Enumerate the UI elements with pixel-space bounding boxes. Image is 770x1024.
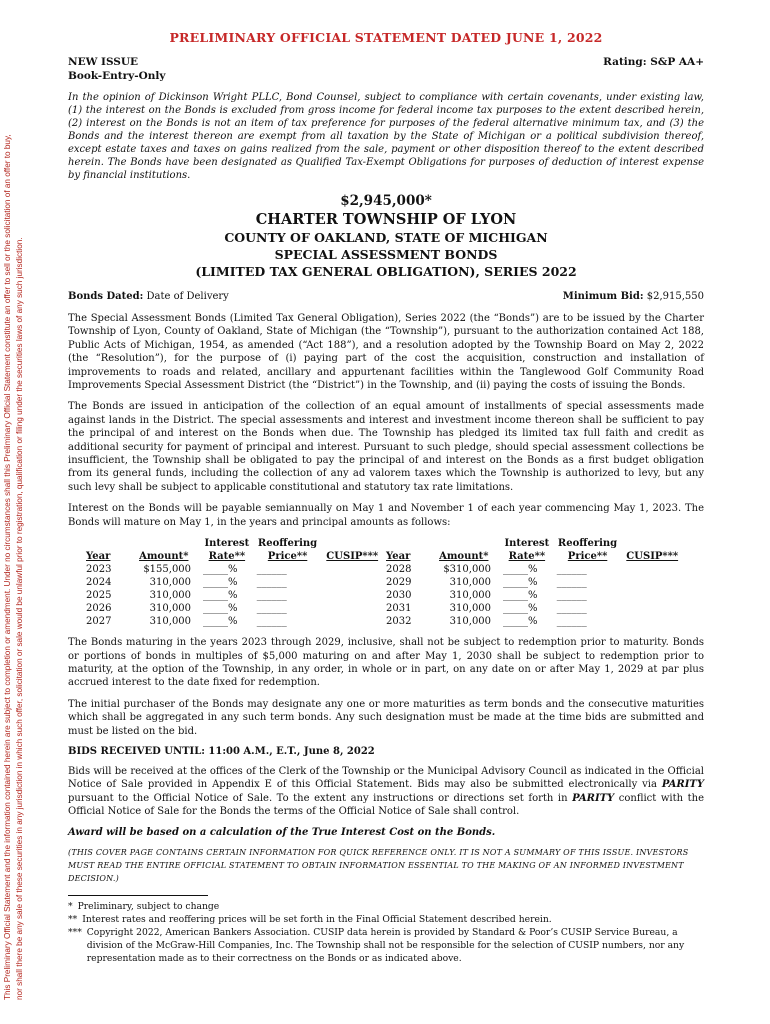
minimum-bid-label: Minimum Bid:	[562, 291, 644, 302]
paragraph-term-bonds: The initial purchaser of the Bonds may designate any one or more maturities as term bonds and the consecutive maturities which shall be aggregated in any such term bonds. Any such designation must be made at the time bids are submitted and must be listed on the bid.	[68, 698, 704, 737]
bids-text-a: Bids will be received at the offices of the Clerk of the Township or the Municipal Advisory Council as indicated in the Official Notice of Sale provided in Appendix E of this Official Statement. Bids may also be submitted electronically via	[68, 765, 704, 791]
maturity-amount: 310,000	[149, 616, 192, 628]
side-disclaimer	[2, 20, 26, 1000]
price-blank: ______	[256, 590, 287, 602]
reoffering-header: Reoffering	[557, 538, 618, 550]
bids-text-b: pursuant to the Official Notice of Sale. To the extent any instructions or directions set forth in	[68, 792, 573, 804]
maturity-amount: 310,000	[449, 603, 492, 615]
maturity-year: 2024	[86, 577, 112, 589]
maturity-year: 2023	[86, 564, 112, 576]
rate-blank: _____%	[503, 564, 538, 576]
maturity-amount: $155,000	[143, 564, 192, 576]
rate-blank: _____%	[503, 577, 538, 589]
rate-blank: _____%	[203, 564, 238, 576]
maturity-table-left	[86, 537, 386, 628]
issue-header	[68, 55, 704, 83]
maturity-amount: 310,000	[449, 590, 492, 602]
bids-deadline: BIDS RECEIVED UNTIL: 11:00 A.M., E.T., June 8, 2022	[68, 745, 375, 757]
rate-blank: _____%	[203, 577, 238, 589]
cusip-cell	[324, 602, 386, 615]
maturity-row	[386, 576, 686, 589]
bond-counsel-opinion: In the opinion of Dickinson Wright PLLC, Bond Counsel, subject to compliance with certain covenants, under existing law, (1) the interest on the Bonds is excluded from gross income for federal income tax purposes to the extent described herein, (2) interest on the Bonds is not an item of tax preference for purposes of the federal alternative minimum tax, and (3) the Bonds and the interest thereon are exempt from all taxation by the State of Michigan or a political subdivision thereof, except estate taxes and taxes on gains realized from the sale, payment or other disposition thereof to the extent described herein. The Bonds have been designated as Qualified Tax-Exempt Obligations for purposes of deduction of interest expense by financial institutions.	[68, 92, 704, 181]
side-disclaimer-line-2: nor shall there be any sale of these securities in any jurisdiction in which such offer, solicitation or sale would be unlawful prior to registration, qualification or filing under the securities laws of any such jurisdiction.	[15, 237, 24, 1000]
footnote	[68, 900, 704, 913]
maturity-row	[386, 589, 686, 602]
footnote	[68, 913, 704, 926]
maturity-year: 2030	[386, 590, 412, 602]
amount-header: Amount*	[439, 551, 489, 563]
rating-label: Rating: S&P AA+	[603, 56, 704, 68]
cusip-cell	[324, 576, 386, 589]
footnote-text: Preliminary, subject to change	[77, 900, 220, 912]
maturity-year: 2027	[86, 616, 112, 628]
maturity-year: 2025	[86, 590, 112, 602]
bonds-dated-label: Bonds Dated:	[68, 291, 144, 302]
maturity-schedule	[68, 537, 704, 628]
footnote-divider	[68, 895, 208, 896]
rate-blank: _____%	[203, 616, 238, 628]
maturity-amount: 310,000	[149, 590, 192, 602]
price-blank: ______	[556, 577, 587, 589]
footnote-text: Interest rates and reoffering prices will be set forth in the Final Official Statement described herein.	[82, 913, 552, 925]
maturity-row	[86, 563, 386, 576]
paragraph-interest: Interest on the Bonds will be payable semiannually on May 1 and November 1 of each year commencing May 1, 2023. The Bonds will mature on May 1, in the years and principal amounts as follows:	[68, 503, 704, 528]
maturity-year: 2031	[386, 603, 412, 615]
footnote-mark: **	[68, 913, 78, 925]
cusip-cell	[624, 589, 686, 602]
footnote-mark: ***	[68, 926, 82, 938]
maturity-amount: 310,000	[149, 577, 192, 589]
cusip-cell	[324, 615, 386, 628]
maturity-row	[86, 576, 386, 589]
year-header: Year	[86, 551, 111, 563]
price-blank: ______	[556, 603, 587, 615]
cusip-cell	[624, 576, 686, 589]
maturity-year: 2028	[386, 564, 412, 576]
cusip-cell	[624, 602, 686, 615]
maturity-year: 2032	[386, 616, 412, 628]
interest-header: Interest	[504, 538, 550, 550]
price-blank: ______	[256, 603, 287, 615]
maturity-row	[86, 615, 386, 628]
cusip-cell	[624, 563, 686, 576]
cusip-cell	[324, 563, 386, 576]
maturity-amount: 310,000	[149, 603, 192, 615]
document-page	[68, 30, 704, 965]
footnotes	[68, 900, 704, 965]
price-header: Price**	[567, 551, 608, 563]
rate-header: Rate**	[508, 551, 546, 563]
paragraph-bonds-description: The Special Assessment Bonds (Limited Tax General Obligation), Series 2022 (the “Bonds”) are to be issued by the Charter Township of Lyon, County of Oakland, State of Michigan (the “Township”), pursuant to the authorization contained Act 188, Public Acts of Michigan, 1954, as amended (“Act 188”), and a resolution adopted by the Township Board on May 2, 2022 (the “Resolution”), for the purpose of (i) paying part of the cost the acquisition, construction and installation of improvements to roads and related, ancillary and appurtenant facilities within the Tanglewood Golf Community Road Improvements Special Assessment District (the “District”) in the Township, and (ii) paying the costs of issuing the Bonds.	[68, 313, 704, 392]
rate-blank: _____%	[503, 590, 538, 602]
issuer-name: CHARTER TOWNSHIP OF LYON	[255, 211, 517, 228]
bond-series: (LIMITED TAX GENERAL OBLIGATION), SERIES 2022	[195, 264, 577, 279]
price-header: Price**	[267, 551, 308, 563]
footnote-mark: *	[68, 900, 73, 912]
maturity-amount: 310,000	[449, 616, 492, 628]
maturity-amount: $310,000	[443, 564, 492, 576]
price-blank: ______	[556, 616, 587, 628]
maturity-table-right	[386, 537, 686, 628]
rate-blank: _____%	[503, 616, 538, 628]
issue-amount: $2,945,000*	[340, 193, 432, 209]
price-blank: ______	[256, 577, 287, 589]
footnote-text: Copyright 2022, American Bankers Association. CUSIP data herein is provided by Standard & Poor’s CUSIP Service Bureau, a division of the McGraw-Hill Companies, Inc. The Township shall not be responsible for the selection of CUSIP numbers, nor any representation made as to their correctness on the Bonds or as indicated above.	[86, 926, 685, 964]
county-state: COUNTY OF OAKLAND, STATE OF MICHIGAN	[224, 230, 548, 245]
award-basis: Award will be based on a calculation of the True Interest Cost on the Bonds.	[68, 826, 496, 838]
title-block	[68, 192, 704, 280]
reoffering-header: Reoffering	[257, 538, 318, 550]
book-entry-label: Book-Entry-Only	[68, 70, 166, 82]
maturity-row	[86, 602, 386, 615]
maturity-row	[86, 589, 386, 602]
cusip-cell	[324, 589, 386, 602]
amount-header: Amount*	[139, 551, 189, 563]
cusip-header: CUSIP***	[626, 551, 679, 563]
paragraph-bids	[68, 765, 704, 819]
maturity-amount: 310,000	[449, 577, 492, 589]
cover-page-note: (THIS COVER PAGE CONTAINS CERTAIN INFORMATION FOR QUICK REFERENCE ONLY. IT IS NOT A SUMMARY OF THIS ISSUE. INVESTORS MUST READ THE ENTIRE OFFICIAL STATEMENT TO OBTAIN INFORMATION ESSENTIAL TO THE MAKING OF AN INFORMED INVESTMENT DECISION.)	[68, 847, 689, 883]
parity-term: PARITY	[572, 792, 615, 804]
rate-blank: _____%	[503, 603, 538, 615]
paragraph-security: The Bonds are issued in anticipation of the collection of an equal amount of installments of special assessments made against lands in the District. The special assessments and interest and investment income thereon shall be sufficient to pay the principal of and interest on the Bonds when due. The Township has pledged its limited tax full faith and credit as additional security for payment of principal and interest. Pursuant to such pledge, should special assessment collections be insufficient, the Township shall be obligated to pay the principal of and interest on the Bonds as a first budget obligation from its general funds, including the collection of any ad valorem taxes which the Township is authorized to levy, but any such levy shall be subject to applicable constitutional and statutory tax rate limitations.	[68, 401, 704, 493]
minimum-bid-value: $2,915,550	[646, 291, 704, 302]
bonds-dated-value: Date of Delivery	[146, 291, 229, 302]
year-header: Year	[386, 551, 411, 563]
price-blank: ______	[556, 564, 587, 576]
footnote	[68, 926, 704, 965]
preliminary-heading: PRELIMINARY OFFICIAL STATEMENT DATED JUNE 1, 2022	[169, 30, 603, 45]
rate-blank: _____%	[203, 603, 238, 615]
rate-blank: _____%	[203, 590, 238, 602]
maturity-year: 2029	[386, 577, 412, 589]
interest-header: Interest	[204, 538, 250, 550]
price-blank: ______	[256, 564, 287, 576]
maturity-row	[386, 615, 686, 628]
maturity-year: 2026	[86, 603, 112, 615]
maturity-row	[386, 563, 686, 576]
parity-term: PARITY	[661, 779, 704, 791]
rate-header: Rate**	[208, 551, 246, 563]
paragraph-redemption: The Bonds maturing in the years 2023 through 2029, inclusive, shall not be subject to redemption prior to maturity. Bonds or portions of bonds in multiples of $5,000 maturing on and after May 1, 2030 shall be subject to redemption prior to maturity, at the option of the Township, in any order, in whole or in part, on any date on or after May 1, 2029 at par plus accrued interest to the date fixed for redemption.	[68, 637, 704, 689]
price-blank: ______	[256, 616, 287, 628]
cusip-cell	[624, 615, 686, 628]
new-issue-label: NEW ISSUE	[68, 56, 139, 68]
bond-type: SPECIAL ASSESSMENT BONDS	[274, 247, 498, 262]
side-disclaimer-line-1: This Preliminary Official Statement and the information contained herein are subject to completion or amendment. Under no circumstances shall this Preliminary Official Statement constitute an offer to sell or the solicitation of an offer to buy,	[3, 134, 12, 1000]
bids-text-c: conflict with the Official Notice of Sale for the Bonds the terms of the Official Notice of Sale shall control.	[68, 792, 704, 818]
cusip-header: CUSIP***	[326, 551, 379, 563]
price-blank: ______	[556, 590, 587, 602]
dated-row	[68, 290, 704, 304]
maturity-row	[386, 602, 686, 615]
